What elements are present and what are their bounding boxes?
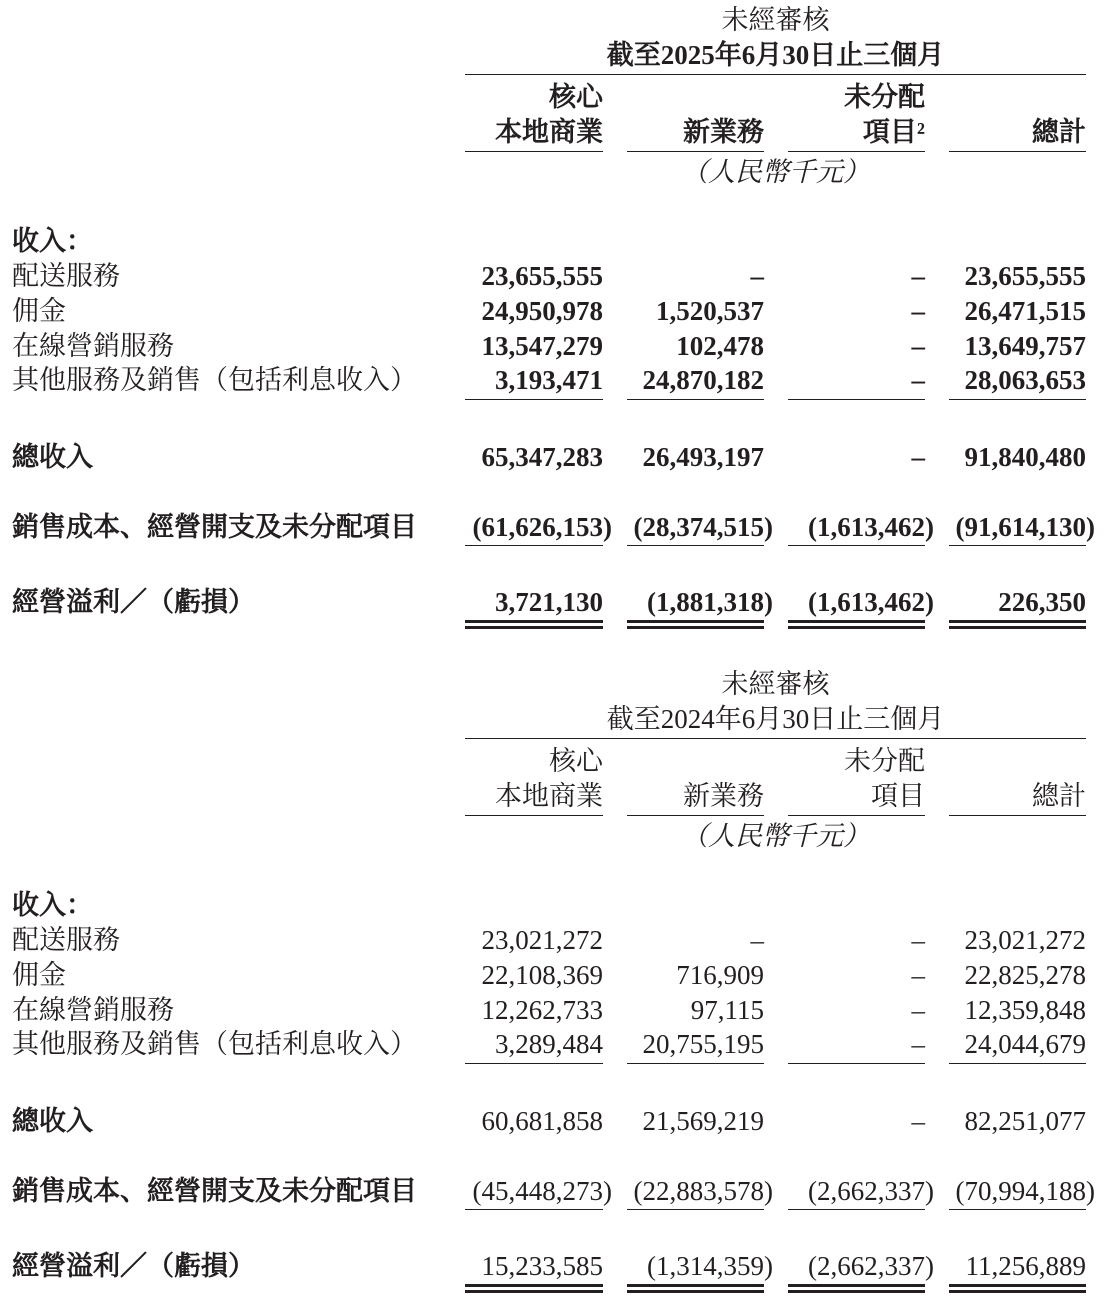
value-core-local-commerce: 15,233,585	[481, 1251, 603, 1281]
value-new-initiatives: 1,520,537	[656, 296, 764, 326]
value-new-initiatives: 24,870,182	[642, 365, 764, 395]
value-unallocated: (1,613,462)	[808, 512, 934, 542]
value-new-initiatives: (28,374,515)	[633, 512, 773, 542]
row-label: 在線營銷服務	[12, 331, 174, 361]
value-unallocated: –	[911, 442, 925, 472]
column-header-row-lower	[0, 115, 1108, 149]
column-header-underline	[788, 151, 925, 152]
col-header-core-local-line2: 本地商業	[495, 117, 603, 147]
costs-underline	[949, 545, 1086, 546]
audit-status-label: 未經審核	[721, 5, 830, 35]
subtotal-underline	[949, 399, 1086, 400]
operating-result-row	[0, 1249, 1108, 1283]
section-2025	[0, 0, 1108, 640]
col-header-total: 總計	[1032, 117, 1086, 147]
costs-row	[0, 1174, 1108, 1208]
costs-underline	[788, 1209, 925, 1210]
period-rule	[465, 74, 1086, 75]
value-unallocated: –	[911, 331, 925, 361]
revenue-row-other-services	[0, 1027, 1108, 1061]
col-header-core-local-line1: 核心	[549, 82, 603, 112]
column-header-underline	[465, 815, 603, 816]
row-label: 總收入	[12, 1106, 93, 1136]
value-total: (70,994,188)	[955, 1176, 1095, 1206]
row-label: 佣金	[12, 960, 66, 990]
double-underline	[949, 620, 1086, 629]
row-label: 其他服務及銷售（包括利息收入）	[12, 365, 417, 395]
value-unallocated: –	[911, 960, 925, 990]
col-header-unallocated-line1: 未分配	[844, 746, 925, 776]
column-header-row-upper	[0, 80, 1108, 114]
value-core-local-commerce: 13,547,279	[481, 331, 603, 361]
operating-result-row	[0, 585, 1108, 619]
value-unallocated: –	[911, 1029, 925, 1059]
value-unallocated: –	[911, 1106, 925, 1136]
value-new-initiatives: (22,883,578)	[633, 1176, 773, 1206]
value-core-local-commerce: (61,626,153)	[472, 512, 612, 542]
column-header-underline	[627, 151, 764, 152]
column-header-underline	[949, 151, 1086, 152]
costs-underline	[627, 1209, 764, 1210]
column-header-underline	[949, 815, 1086, 816]
revenue-row-commissions	[0, 958, 1108, 992]
col-header-new-initiatives: 新業務	[683, 781, 764, 811]
value-core-local-commerce: (45,448,273)	[472, 1176, 612, 1206]
col-header-unallocated-line2: 項目	[871, 781, 925, 811]
value-core-local-commerce: 23,655,555	[481, 261, 603, 291]
column-header-underline	[627, 815, 764, 816]
subtotal-underline	[627, 399, 764, 400]
subtotal-underline	[788, 399, 925, 400]
value-new-initiatives: 26,493,197	[642, 442, 764, 472]
revenue-row-online-marketing	[0, 993, 1108, 1027]
value-total: 13,649,757	[964, 331, 1086, 361]
value-core-local-commerce: 24,950,978	[481, 296, 603, 326]
row-label: 銷售成本、經營開支及未分配項目	[12, 512, 417, 542]
column-header-underline	[788, 815, 925, 816]
row-label: 其他服務及銷售（包括利息收入）	[12, 1029, 417, 1059]
subtotal-underline	[465, 399, 603, 400]
value-total: 26,471,515	[964, 296, 1086, 326]
row-label: 佣金	[12, 296, 66, 326]
value-unallocated: (2,662,337)	[808, 1251, 934, 1281]
value-new-initiatives: 716,909	[676, 960, 764, 990]
value-total: 82,251,077	[964, 1106, 1086, 1136]
costs-row	[0, 510, 1108, 544]
value-core-local-commerce: 3,721,130	[495, 587, 603, 617]
value-new-initiatives: –	[750, 925, 764, 955]
total-revenue-row	[0, 440, 1108, 474]
subtotal-underline	[627, 1063, 764, 1064]
double-underline	[465, 1284, 603, 1293]
value-total: 22,825,278	[964, 960, 1086, 990]
value-total: 226,350	[998, 587, 1086, 617]
value-unallocated: –	[911, 261, 925, 291]
row-label: 配送服務	[12, 261, 120, 291]
value-total: 28,063,653	[964, 365, 1086, 395]
value-unallocated: –	[911, 925, 925, 955]
value-total: 23,021,272	[964, 925, 1086, 955]
value-core-local-commerce: 3,193,471	[495, 365, 603, 395]
section-2024	[0, 664, 1108, 1304]
currency-unit-note: （人民幣千元）	[681, 157, 870, 187]
column-header-row-upper	[0, 744, 1108, 778]
value-new-initiatives: 21,569,219	[642, 1106, 764, 1136]
value-total: 24,044,679	[964, 1029, 1086, 1059]
value-unallocated: –	[911, 995, 925, 1025]
subtotal-underline	[949, 1063, 1086, 1064]
col-header-total: 總計	[1032, 781, 1086, 811]
row-label: 在線營銷服務	[12, 995, 174, 1025]
value-total: 91,840,480	[964, 442, 1086, 472]
value-new-initiatives: (1,881,318)	[647, 587, 773, 617]
currency-unit-note: （人民幣千元）	[681, 821, 870, 851]
value-core-local-commerce: 22,108,369	[481, 960, 603, 990]
row-label: 經營溢利／（虧損）	[12, 1251, 255, 1281]
column-header-underline	[465, 151, 603, 152]
value-core-local-commerce: 23,021,272	[481, 925, 603, 955]
costs-underline	[465, 1209, 603, 1210]
col-header-core-local-line1: 核心	[549, 746, 603, 776]
double-underline	[949, 1284, 1086, 1293]
value-unallocated: –	[911, 365, 925, 395]
revenue-heading: 收入：	[12, 890, 93, 920]
col-header-unallocated-line1: 未分配	[844, 82, 925, 112]
value-unallocated: (2,662,337)	[808, 1176, 934, 1206]
col-header-new-initiatives: 新業務	[683, 117, 764, 147]
total-revenue-row	[0, 1104, 1108, 1138]
col-header-core-local-line2: 本地商業	[495, 781, 603, 811]
costs-underline	[788, 545, 925, 546]
double-underline	[627, 1284, 764, 1293]
revenue-heading: 收入：	[12, 226, 93, 256]
period-rule	[465, 738, 1086, 739]
period-title: 截至2025年6月30日止三個月	[606, 40, 945, 70]
period-title: 截至2024年6月30日止三個月	[606, 704, 945, 734]
value-new-initiatives: 20,755,195	[642, 1029, 764, 1059]
revenue-row-commissions	[0, 294, 1108, 328]
col-header-unallocated-line2: 項目²	[862, 117, 925, 147]
value-new-initiatives: 97,115	[690, 995, 764, 1025]
subtotal-underline	[788, 1063, 925, 1064]
value-total: 23,655,555	[964, 261, 1086, 291]
double-underline	[627, 620, 764, 629]
value-unallocated: –	[911, 296, 925, 326]
value-new-initiatives: (1,314,359)	[647, 1251, 773, 1281]
audit-status-label: 未經審核	[721, 669, 830, 699]
value-new-initiatives: 102,478	[676, 331, 764, 361]
double-underline	[465, 620, 603, 629]
subtotal-underline	[465, 1063, 603, 1064]
row-label: 總收入	[12, 442, 93, 472]
row-label: 配送服務	[12, 925, 120, 955]
costs-underline	[949, 1209, 1086, 1210]
value-core-local-commerce: 12,262,733	[481, 995, 603, 1025]
double-underline	[788, 1284, 925, 1293]
value-new-initiatives: –	[750, 261, 764, 291]
double-underline	[788, 620, 925, 629]
revenue-row-delivery-services	[0, 923, 1108, 957]
revenue-row-delivery-services	[0, 259, 1108, 293]
row-label: 經營溢利／（虧損）	[12, 587, 255, 617]
costs-underline	[465, 545, 603, 546]
revenue-row-online-marketing	[0, 329, 1108, 363]
row-label: 銷售成本、經營開支及未分配項目	[12, 1176, 417, 1206]
value-core-local-commerce: 60,681,858	[481, 1106, 603, 1136]
value-core-local-commerce: 3,289,484	[495, 1029, 603, 1059]
value-unallocated: (1,613,462)	[808, 587, 934, 617]
value-total: 11,256,889	[965, 1251, 1086, 1281]
value-core-local-commerce: 65,347,283	[481, 442, 603, 472]
column-header-row-lower	[0, 779, 1108, 813]
costs-underline	[627, 545, 764, 546]
revenue-row-other-services	[0, 363, 1108, 397]
value-total: (91,614,130)	[955, 512, 1095, 542]
value-total: 12,359,848	[964, 995, 1086, 1025]
